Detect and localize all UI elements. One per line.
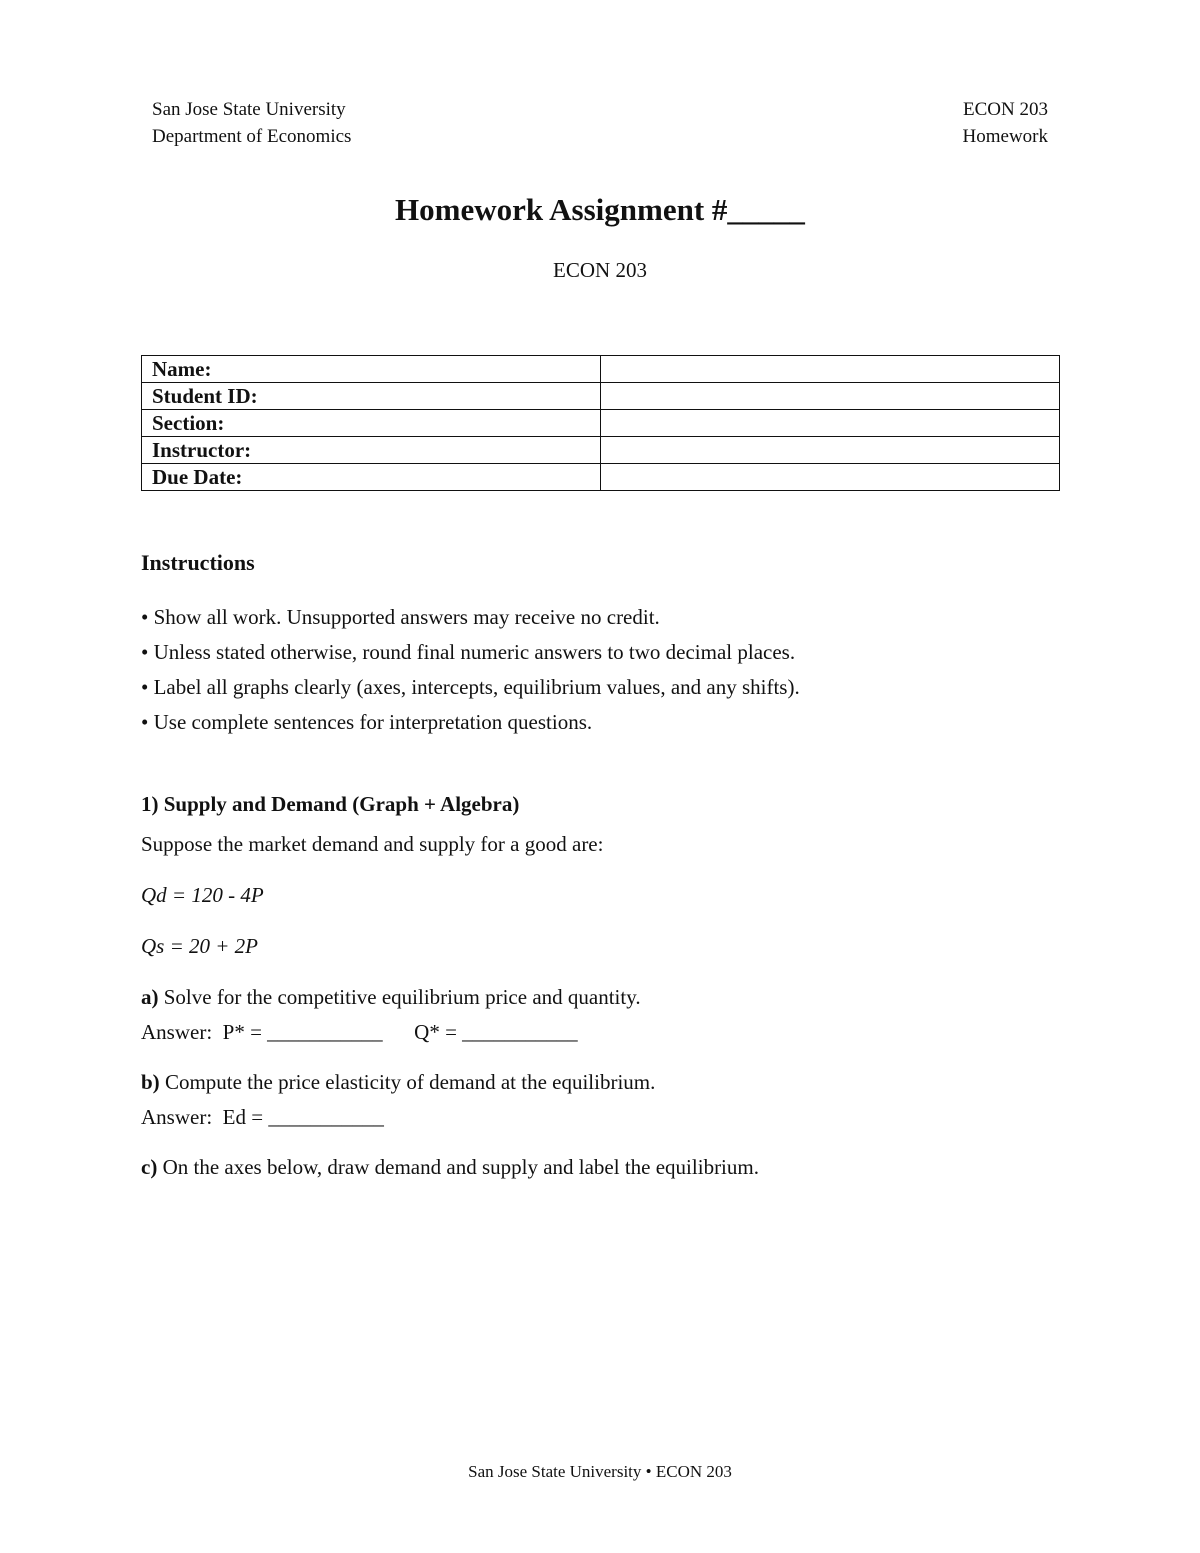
instruction-item: • Label all graphs clearly (axes, intercepts, equilibrium values, and any shifts). bbox=[141, 675, 800, 699]
info-row-section bbox=[142, 410, 1060, 437]
info-row-student-id bbox=[142, 383, 1060, 410]
document-type: Homework bbox=[962, 126, 1048, 147]
demand-equation: Qd = 120 - 4P bbox=[141, 883, 264, 907]
info-label-student-id: Student ID: bbox=[142, 383, 601, 410]
info-row-instructor bbox=[142, 437, 1060, 464]
part-c-prompt bbox=[141, 1155, 759, 1180]
info-row-name bbox=[142, 356, 1060, 383]
part-a-text: Solve for the competitive equilibrium price and quantity. bbox=[158, 985, 641, 1009]
page-footer: San Jose State University • ECON 203 bbox=[468, 1462, 732, 1481]
part-a-answer: Answer: P* = ___________ Q* = ___________ bbox=[141, 1020, 578, 1044]
part-c-label: c) bbox=[141, 1155, 158, 1179]
part-b-prompt bbox=[141, 1070, 655, 1095]
info-value-student-id[interactable] bbox=[601, 383, 1060, 410]
info-value-instructor[interactable] bbox=[601, 437, 1060, 464]
instructions-list bbox=[141, 600, 800, 740]
info-label-due-date: Due Date: bbox=[142, 464, 601, 491]
question-1-heading: 1) Supply and Demand (Graph + Algebra) bbox=[141, 792, 520, 816]
part-a-prompt bbox=[141, 985, 641, 1010]
instruction-item: • Show all work. Unsupported answers may receive no credit. bbox=[141, 605, 660, 629]
info-value-due-date[interactable] bbox=[601, 464, 1060, 491]
question-1-intro: Suppose the market demand and supply for a good are: bbox=[141, 832, 604, 856]
department-name: Department of Economics bbox=[152, 126, 352, 147]
part-b-label: b) bbox=[141, 1070, 160, 1094]
instruction-item: • Unless stated otherwise, round final numeric answers to two decimal places. bbox=[141, 640, 796, 664]
instruction-item: • Use complete sentences for interpretation questions. bbox=[141, 710, 593, 734]
page-title: Homework Assignment #_____ bbox=[395, 192, 805, 227]
page-subtitle: ECON 203 bbox=[553, 258, 647, 282]
info-value-name[interactable] bbox=[601, 356, 1060, 383]
course-code: ECON 203 bbox=[963, 99, 1048, 120]
student-info-table bbox=[141, 355, 1060, 491]
part-b-text: Compute the price elasticity of demand at the equilibrium. bbox=[159, 1070, 656, 1094]
supply-equation: Qs = 20 + 2P bbox=[141, 934, 259, 958]
part-c-text: On the axes below, draw demand and supply and label the equilibrium. bbox=[157, 1155, 759, 1179]
info-row-due-date bbox=[142, 464, 1060, 491]
info-label-instructor: Instructor: bbox=[142, 437, 601, 464]
part-a-label: a) bbox=[141, 985, 159, 1009]
info-value-section[interactable] bbox=[601, 410, 1060, 437]
info-label-name: Name: bbox=[142, 356, 601, 383]
info-label-section: Section: bbox=[142, 410, 601, 437]
instructions-heading: Instructions bbox=[141, 550, 255, 575]
university-name: San Jose State University bbox=[152, 99, 346, 120]
part-b-answer: Answer: Ed = ___________ bbox=[141, 1105, 384, 1129]
header-right bbox=[963, 96, 1048, 150]
header-left bbox=[152, 96, 351, 150]
